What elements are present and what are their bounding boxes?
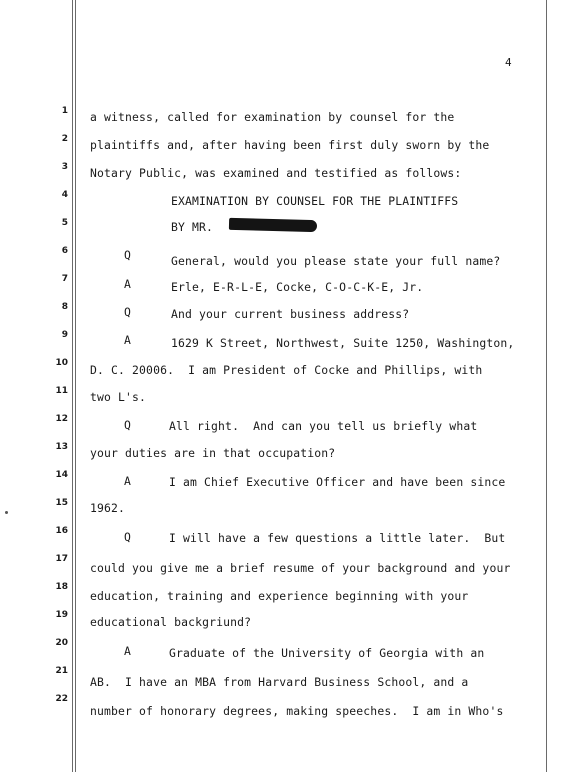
transcript-line: education, training and experience beginning with your: [90, 589, 469, 603]
transcript-line: Notary Public, was examined and testified as follows:: [90, 166, 462, 180]
speaker-label: A: [124, 333, 132, 347]
transcript-line: your duties are in that occupation?: [90, 446, 336, 460]
line-number: 19: [55, 610, 68, 620]
line-number: 9: [61, 330, 68, 340]
speaker-label: A: [124, 277, 132, 291]
speaker-label: Q: [124, 530, 132, 544]
margin-rule-left-outer: [72, 0, 73, 772]
transcript-line: AB. I have an MBA from Harvard Business School, and a: [90, 675, 469, 689]
speaker-label: A: [124, 644, 132, 658]
speaker-label: Q: [124, 305, 132, 319]
speaker-label: A: [124, 474, 132, 488]
transcript-line: All right. And can you tell us briefly what: [169, 419, 478, 433]
transcript-line: educational backgriund?: [90, 615, 252, 629]
line-number: 4: [61, 190, 68, 200]
line-number: 8: [61, 302, 68, 312]
page-number: 4: [505, 56, 512, 69]
scan-speck: [5, 511, 8, 514]
transcript-line: I will have a few questions a little later. But: [169, 531, 506, 545]
transcript-line: two L's.: [90, 390, 147, 404]
examining-counsel: BY MR.: [171, 220, 214, 234]
speaker-label: Q: [124, 248, 132, 262]
transcript-line: And your current business address?: [171, 307, 410, 321]
line-number: 2: [61, 134, 68, 144]
transcript-line: plaintiffs and, after having been first duly sworn by the: [90, 138, 490, 152]
margin-rule-right: [546, 0, 547, 772]
line-number: 20: [55, 638, 68, 648]
line-number: 10: [55, 358, 68, 368]
transcript-line: General, would you please state your full name?: [171, 254, 501, 268]
transcript-line: a witness, called for examination by counsel for the: [90, 110, 455, 124]
transcript-line: Graduate of the University of Georgia with an: [169, 646, 485, 660]
line-number: 21: [55, 666, 68, 676]
line-number: 11: [55, 386, 68, 396]
line-number: 13: [55, 442, 68, 452]
line-number: 16: [55, 526, 68, 536]
line-number: 18: [55, 582, 68, 592]
transcript-line: I am Chief Executive Officer and have been since: [169, 475, 506, 489]
transcript-line: number of honorary degrees, making speeches. I am in Who's: [90, 704, 504, 718]
line-number: 5: [61, 218, 68, 228]
line-number: 22: [55, 694, 68, 704]
transcript-line: 1962.: [90, 501, 126, 515]
transcript-line: Erle, E-R-L-E, Cocke, C-O-C-K-E, Jr.: [171, 280, 424, 294]
line-number: 17: [55, 554, 68, 564]
line-number: 1: [61, 106, 68, 116]
examination-heading: EXAMINATION BY COUNSEL FOR THE PLAINTIFFS: [171, 194, 459, 208]
line-number: 14: [55, 470, 68, 480]
transcript-line: could you give me a brief resume of your background and your: [90, 561, 511, 575]
margin-rule-left-inner: [75, 0, 76, 772]
transcript-line: D. C. 20006. I am President of Cocke and Phillips, with: [90, 363, 483, 377]
redaction-mark: [229, 218, 317, 232]
transcript-line: 1629 K Street, Northwest, Suite 1250, Washington,: [171, 336, 515, 350]
line-number: 7: [61, 274, 68, 284]
line-number: 6: [61, 246, 68, 256]
speaker-label: Q: [124, 418, 132, 432]
line-number: 15: [55, 498, 68, 508]
line-number: 3: [61, 162, 68, 172]
line-number: 12: [55, 414, 68, 424]
